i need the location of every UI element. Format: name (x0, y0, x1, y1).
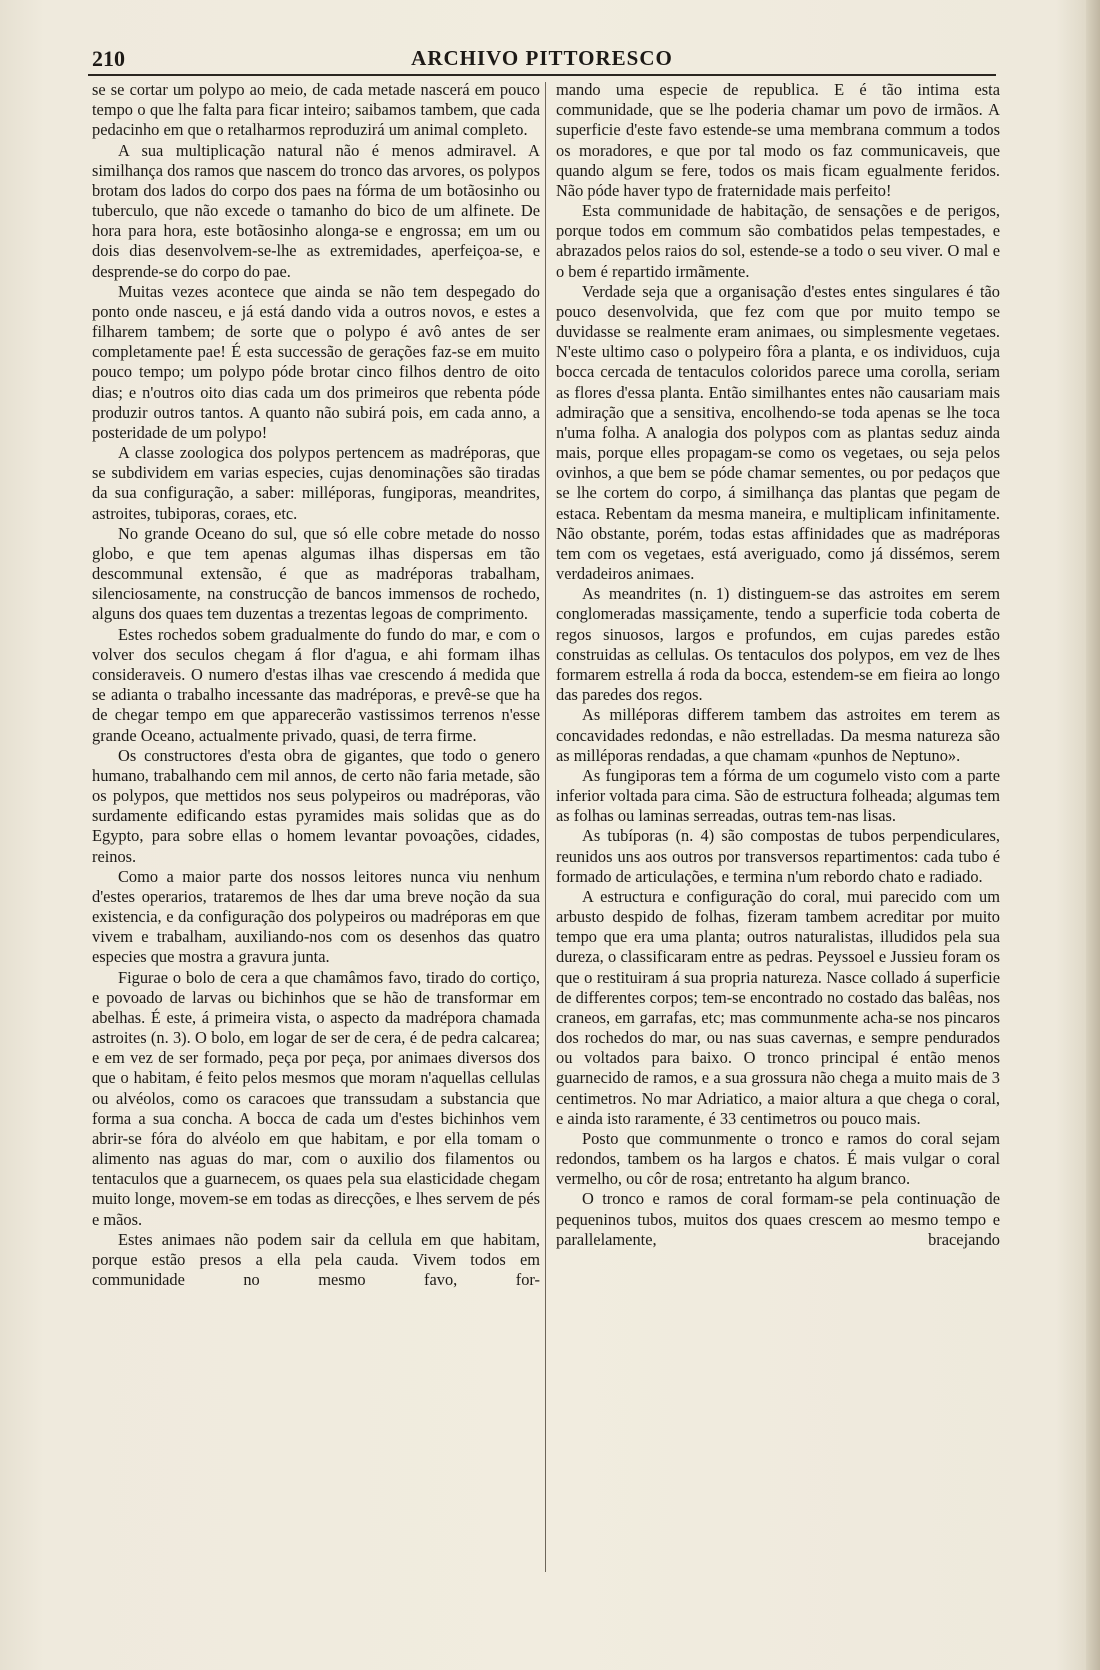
page-edge-shadow (1086, 0, 1100, 1670)
paragraph: As meandrites (n. 1) distinguem-se das astroites em serem conglomeradas massiçamente, tendo a superficie toda coberta de regos sinuosos, largos e profundos, em cujas paredes estão construidas as cellulas. Os tentaculos dos polypos, em vez de lhes formarem estrella á roda da bocca, estendem-se em fieira ao longo das paredes dos regos. (556, 584, 1000, 705)
paragraph: As tubíporas (n. 4) são compostas de tubos perpendiculares, reunidos uns aos outros por transversos repartimentos: cada tubo é formado de articulações, e termina n'um rebordo chato e radiado. (556, 826, 1000, 886)
paragraph: Estes rochedos sobem gradualmente do fundo do mar, e com o volver dos seculos chegam á flor d'agua, e ahi formam ilhas consideraveis. O numero d'estas ilhas vae crescendo á medida que se adianta o trabalho incessante das madréporas, e prevê-se que ha de chegar tempo em que apparecerão vastissimos terrenos n'esse grande Oceano, actualmente privado, quasi, de terra firme. (92, 624, 540, 745)
paragraph: mando uma especie de republica. E é tão intima esta communidade, que se lhe poderia chamar um povo de irmãos. A superficie d'este favo estende-se uma membrana commum a todos os moradores, e que por tal modo os faz communicaveis, que quando algum se fere, todos os mais ficam egualmente feridos. Não póde haver typo de fraternidade mais perfeito! (556, 80, 1000, 200)
paragraph: As milléporas differem tambem das astroites em terem as concavidades redondas, e não estrelladas. Da mesma natureza são as milléporas rendadas, a que chamam «punhos de Neptuno». (556, 705, 1000, 765)
journal-title: ARCHIVO PITTORESCO (411, 46, 673, 70)
paragraph: Figurae o bolo de cera a que chamâmos favo, tirado do cortiço, e povoado de larvas ou bichinhos que se hão de transformar em abelhas. É este, á primeira vista, o aspecto da madrépora chamada astroites (n. 3). O bolo, em logar de ser de cera, é de pedra calcarea; e em vez de ser formado, peça por peça, por animaes diversos dos que o habitam, é feito pelos mesmos que moram n'aquellas cellulas ou alvéolos, como os caracoes que transsudam a substancia que forma a sua concha. A bocca de cada um d'estes bichinhos vem abrir-se fóra do alvéolo em que habitam, e por ella tomam o alimento nas aguas do mar, com o auxilio dos filamentos ou tentaculos que a guarnecem, os quaes pela sua elasticidade chegam muito longe, movem-se em todas as direcções, e lhes servem de pés e mãos. (92, 967, 540, 1229)
left-column (92, 80, 540, 1290)
paragraph: Posto que communmente o tronco e ramos do coral sejam redondos, tambem os ha largos e chatos. É mais vulgar o coral vermelho, ou côr de rosa; entretanto ha algum branco. (556, 1128, 1000, 1189)
paragraph: A estructura e configuração do coral, mui parecido com um arbusto despido de folhas, fizeram tambem acreditar por muito tempo que era uma planta; outros naturalistas, illudidos pela sua dureza, o classificaram entre as pedras. Peyssoel e Jussieu foram os que o restituiram á sua propria natureza. Nasce collado á superficie de differentes corpos; tem-se encontrado no costado das balêas, nos craneos, em garrafas, etc; mas communmente acha-se nos pincaros dos rochedos do mar, ou nas suas cavernas, e sempre pendurados ou voltados para baixo. O tronco principal é então menos guarnecido de ramos, e a sua grossura não chega a muito mais de 3 centimetros. No mar Adriatico, a maior altura a que chega o coral, e ainda isto raramente, é 33 centimetros ou pouco mais. (556, 886, 1000, 1128)
paragraph: O tronco e ramos de coral formam-se pela continuação de pequeninos tubos, muitos dos quaes crescem ao mesmo tempo e parallelamente, bracejando (556, 1189, 1000, 1249)
paragraph: A sua multiplicação natural não é menos admiravel. A similhança dos ramos que nascem do tronco das arvores, os polypos brotam dos lados do corpo dos paes na fórma de um botãosinho ou tuberculo, que não excede o tamanho do bico de um alfinete. De hora para hora, este botãosinho alonga-se e engrossa; em um ou dois dias desenvolvem-se-lhe as extremidades, aperfeiçoa-se, e desprende-se do corpo do pae. (92, 140, 540, 281)
paragraph: Estes animaes não podem sair da cellula em que habitam, porque estão presos a ella pela cauda. Vivem todos em communidade no mesmo favo, for- (92, 1229, 540, 1290)
paragraph: As fungiporas tem a fórma de um cogumelo visto com a parte inferior voltada para cima. São de estructura folheada; algumas tem as folhas ou laminas serreadas, outras tem-nas lisas. (556, 765, 1000, 826)
paragraph: se se cortar um polypo ao meio, de cada metade nascerá em pouco tempo o que lhe falta para ficar inteiro; saibamos tambem, que cada pedacinho em que o retalharmos reproduzirá um animal completo. (92, 80, 540, 140)
column-divider (545, 82, 546, 1572)
page-header (88, 44, 996, 74)
paragraph: Como a maior parte dos nossos leitores nunca viu nenhum d'estes operarios, trataremos de lhes dar uma breve noção da sua existencia, e da configuração dos polypeiros ou madréporas em que vivem e trabalham, auxiliando-nos com os desenhos das quatro especies que mostra a gravura junta. (92, 866, 540, 967)
paragraph: Esta communidade de habitação, de sensações e de perigos, porque todos em commum são combatidos pelas tempestades, e abrazados pelos raios do sol, estende-se a todo o seu viver. O mal e o bem é repartido irmãmente. (556, 201, 1000, 281)
page-number: 210 (92, 46, 125, 71)
right-column (556, 80, 1000, 1250)
paragraph: No grande Oceano do sul, que só elle cobre metade do nosso globo, e que tem apenas algumas ilhas dispersas em tão descommunal extensão, é que as madréporas trabalham, silenciosamente, na construcção de bancos immensos de rochedo, alguns dos quaes tem duzentas a trezentas legoas de comprimento. (92, 523, 540, 624)
paragraph: Os constructores d'esta obra de gigantes, que todo o genero humano, trabalhando cem mil annos, de certo não faria metade, são os polypos, que mettidos nos seus polypeiros ou madréporas, vão surdamente edificando estas pyramides mais solidas que as do Egypto, para sobre ellas o homem levantar povoações, cidades, reinos. (92, 745, 540, 866)
header-rule (88, 74, 996, 76)
paragraph: Muitas vezes acontece que ainda se não tem despegado do ponto onde nasceu, e já está dando vida a outros novos, e estes a filharem tambem; de sorte que o polypo é avô antes de ser completamente pae! É esta successão de gerações faz-se em muito pouco tempo; um polypo póde brotar cinco filhos dentro de oito dias; e n'outros oito dias cada um dos primeiros que rebenta póde produzir outros tantos. A quanto não subirá pois, em cada anno, a posteridade de um polypo! (92, 281, 540, 442)
paragraph: A classe zoologica dos polypos pertencem as madréporas, que se subdividem em varias especies, cujas denominações são tiradas da sua configuração, a saber: milléporas, fungiporas, meandrites, astroites, tubiporas, coraes, etc. (92, 443, 540, 523)
paragraph: Verdade seja que a organisação d'estes entes singulares é tão pouco desenvolvida, que fez com que por muito tempo se duvidasse se realmente eram animaes, ou simplesmente vegetaes. N'este ultimo caso o polypeiro fôra a planta, e os individuos, cuja bocca cercada de tentaculos coloridos parece uma corolla, seriam as flores d'essa planta. Então similhantes entes não causariam mais admiração que a sensitiva, encolhendo-se toda apenas se lhe toca n'uma folha. A analogia dos polypos com as plantas seduz ainda mais, porque elles propagam-se como os vegetaes, ou seja pelos ovinhos, a que bem se póde chamar sementes, ou por pedaços que se lhe cortem do corpo, á similhança das plantas que pegam de estaca. Rebentam da mesma maneira, e multiplicam infinitamente. Não obstante, porém, todas estas affinidades que as madréporas tem com os vegetaes, está averiguado, como já dissémos, serem verdadeiros animaes. (556, 281, 1000, 584)
